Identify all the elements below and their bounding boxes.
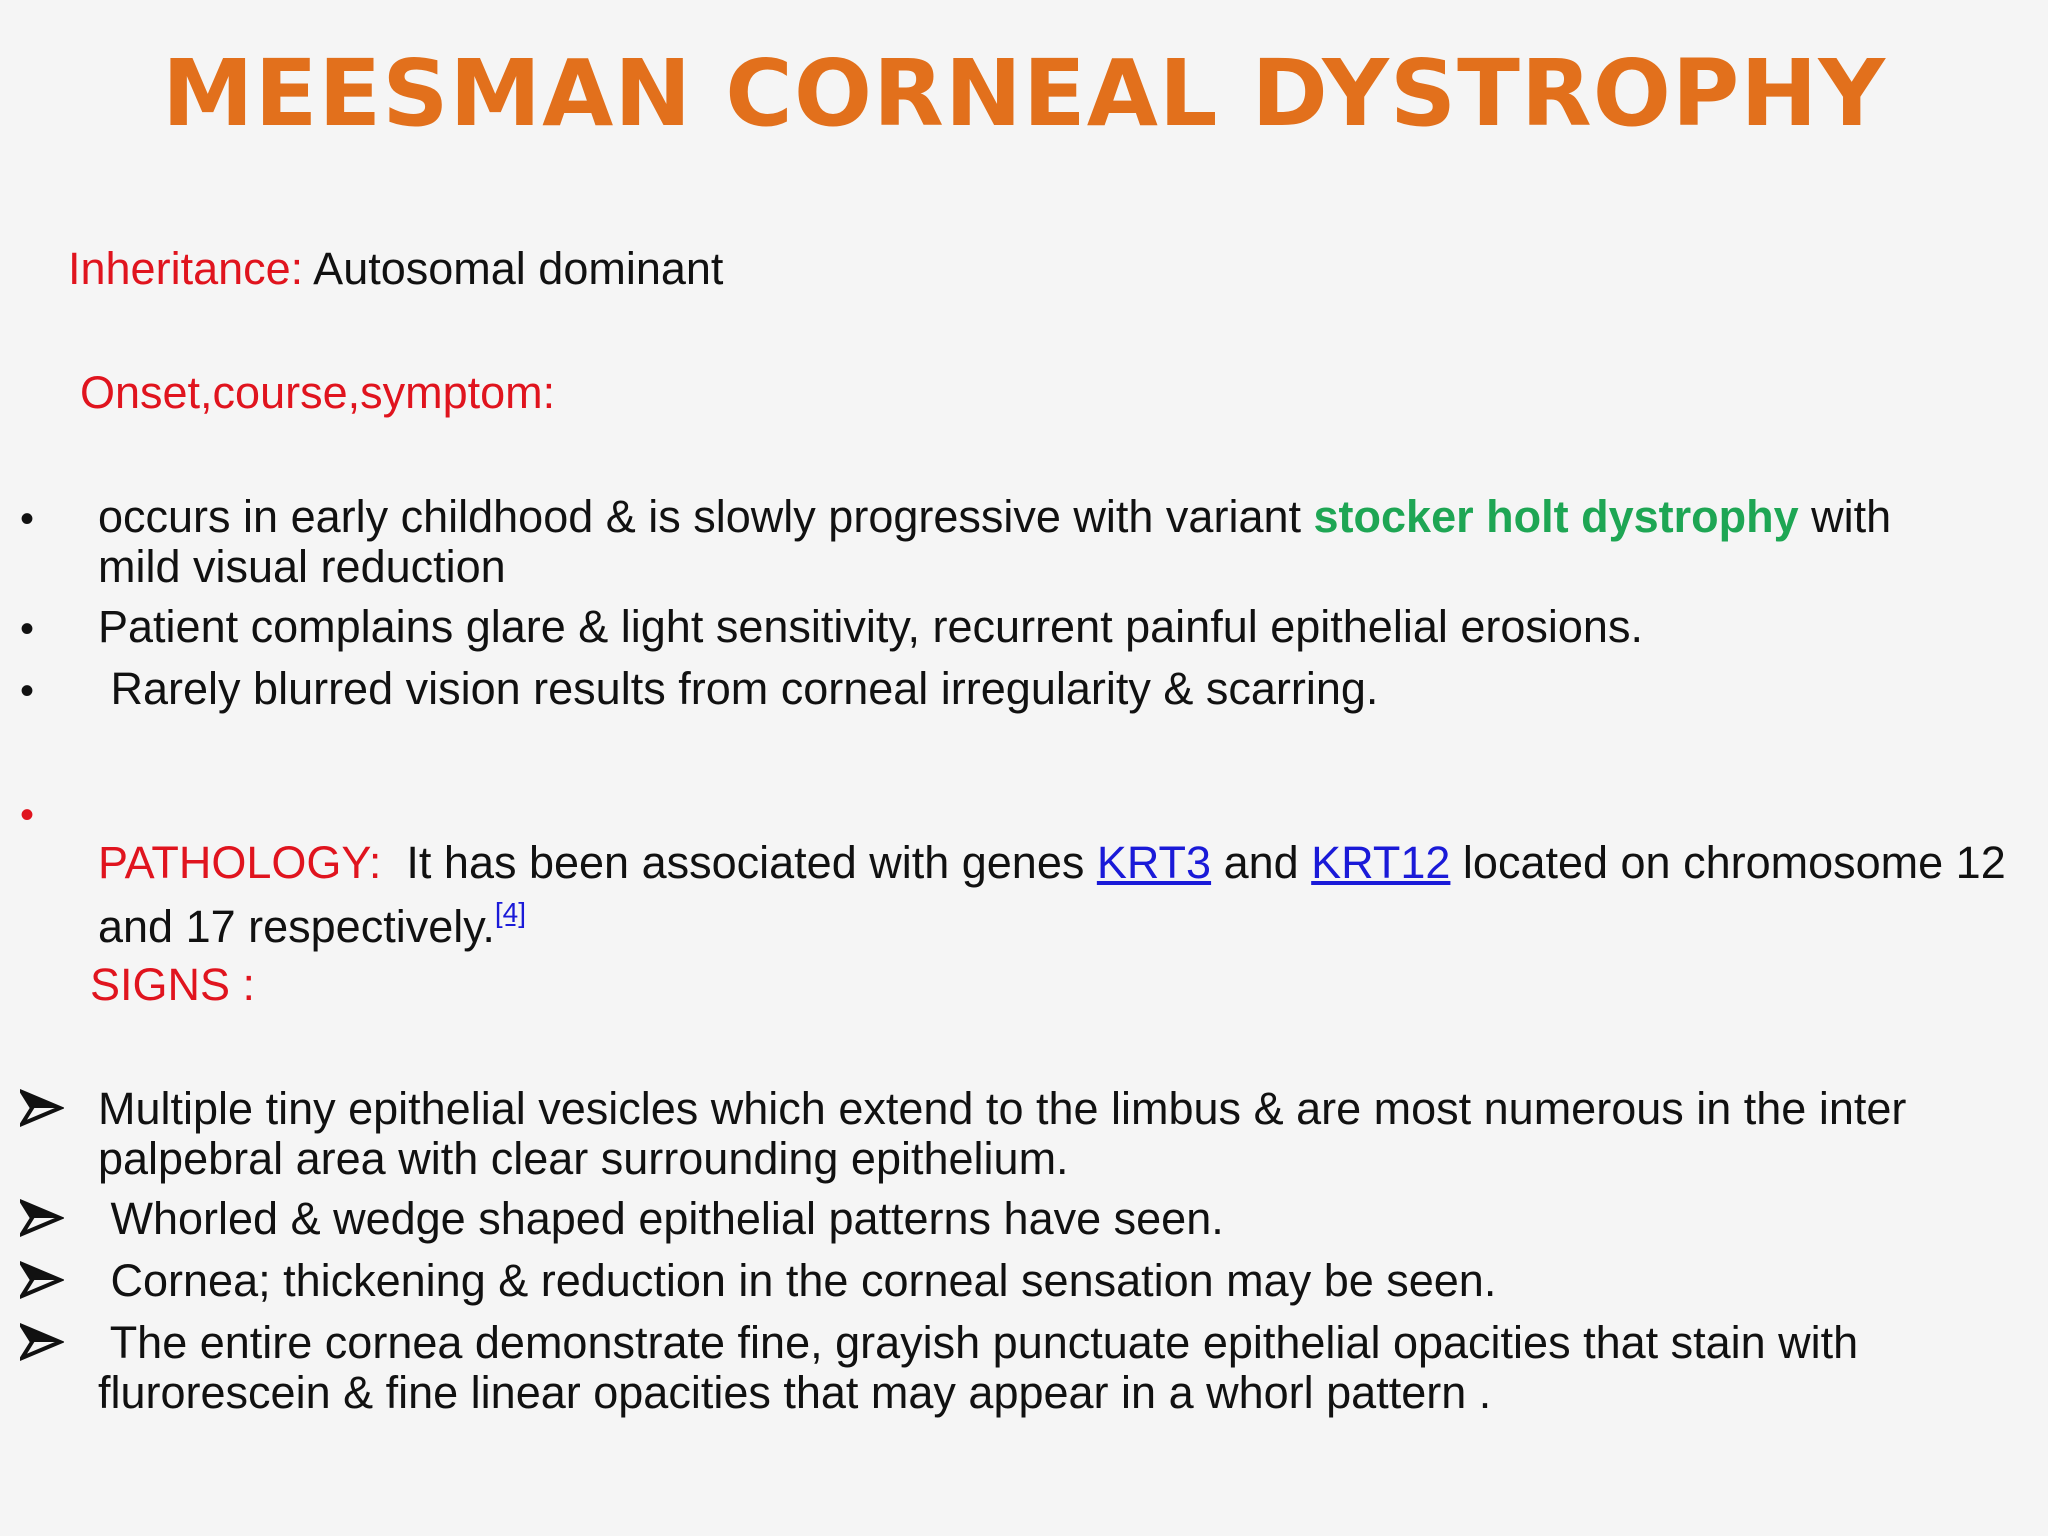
bullet-text: Rarely blurred vision results from corneal irregularity & scarring. [98,663,1379,714]
variant-highlight: stocker holt dystrophy [1313,491,1799,542]
bullet-text: Multiple tiny epithelial vesicles which extend to the limbus & are most numerous in the inter [98,1083,1907,1134]
arrow-bullet-icon [20,1088,64,1128]
bullet-icon [20,492,80,544]
bullet-text: Cornea; thickening & reduction in the corneal sensation may be seen. [98,1255,1497,1306]
inheritance-label: Inheritance: [68,243,304,294]
bullet-text: Patient complains glare & light sensitivity, recurrent painful epithelial erosions. [98,601,1643,652]
bullet-text: palpebral area with clear surrounding epithelium. [98,1133,1069,1184]
pathology-text: and [1211,837,1312,888]
inheritance-line [68,244,723,294]
pathology-text: and 17 respectively. [98,901,495,952]
bullet-text: The entire cornea demonstrate fine, grayish punctuate epithelial opacities that stain with [98,1317,1859,1368]
reference-link[interactable]: [4] [494,897,527,928]
bullet-text: with [1798,491,1892,542]
arrow-bullet-icon [20,1260,64,1300]
pathology-text: located on chromosome 12 [1450,837,2006,888]
inheritance-value: Autosomal dominant [303,243,724,294]
bullet-text: flurorescein & fine linear opacities that may appear in a whorl pattern . [98,1367,1492,1418]
onset-heading: Onset,course,symptom: [80,367,556,418]
arrow-bullet-icon [20,1322,64,1362]
gene-link-krt12[interactable]: KRT12 [1311,837,1451,888]
arrow-bullet-icon [20,1198,64,1238]
signs-heading: SIGNS : [90,959,256,1010]
slide-title: MEESMAN CORNEAL DYSTROPHY [162,40,1886,147]
bullet-text: Whorled & wedge shaped epithelial patterns have seen. [98,1193,1224,1244]
bullet-text: mild visual reduction [98,541,506,592]
bullet-icon [20,664,80,716]
bullet-icon [20,602,80,654]
bullet-text: occurs in early childhood & is slowly progressive with variant [98,491,1314,542]
pathology-label: PATHOLOGY: [98,837,382,888]
bullet-icon [20,788,80,840]
gene-link-krt3[interactable]: KRT3 [1096,837,1212,888]
pathology-text: It has been associated with genes [381,837,1097,888]
